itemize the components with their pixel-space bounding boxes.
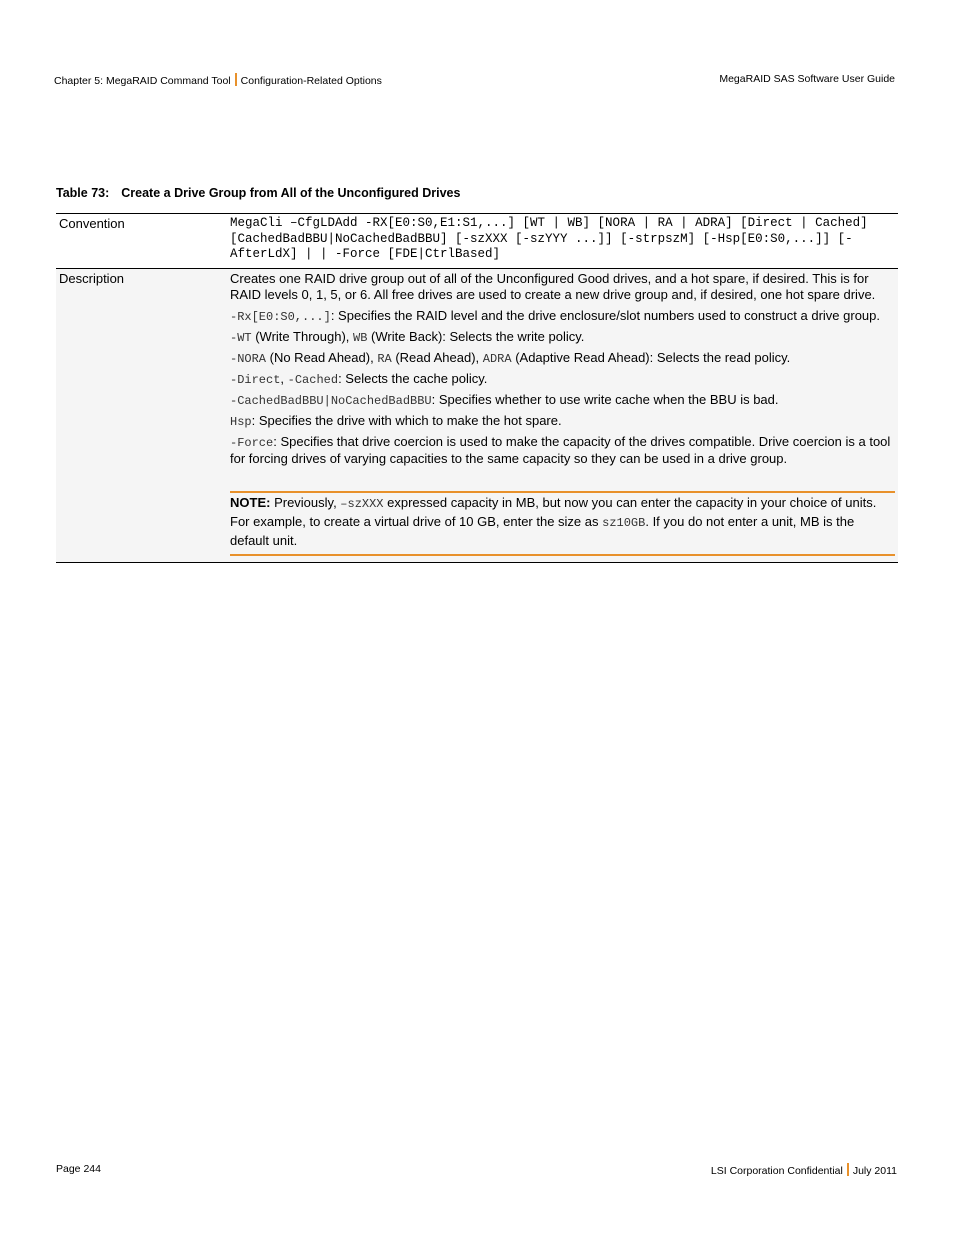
running-header-right: MegaRAID SAS Software User Guide (719, 73, 895, 85)
option-write-policy: -WT (Write Through), WB (Write Back): Selects the write policy. (230, 328, 585, 345)
option-read-policy: -NORA (No Read Ahead), RA (Read Ahead), ADRA (Adaptive Read Ahead): Selects the read policy. (230, 349, 791, 366)
option-cache-policy: -Direct, -Cached: Selects the cache policy. (230, 370, 488, 387)
header-section: Configuration-Related Options (240, 75, 382, 87)
table-row-description (56, 268, 898, 563)
option-rx: -Rx[E0:S0,...]: Specifies the RAID level and the drive enclosure/slot numbers used to construct a drive group. (230, 307, 881, 324)
note-label: NOTE: (230, 494, 271, 510)
description-intro: Creates one RAID drive group out of all of the Unconfigured Good drives, and a hot spare, if desired. This is for RAID levels 0, 1, 5, or 6. All free drives are used to create a new drive group and, if desired, one hot spare drive. (230, 270, 876, 302)
description-content (227, 269, 898, 562)
convention-syntax: MegaCli –CfgLDAdd -RX[E0:S0,E1:S1,...] [WT | WB] [NORA | RA | ADRA] [Direct | Cached] [CachedBadBBU|NoCachedBadBBU] [-szXXX [-szYYY ...]] [-strpszM] [-Hsp[E0:S0,...]] [-AfterLdX] | | -Force [FDE|CtrlBased] (230, 216, 868, 261)
footer-date: July 2011 (852, 1165, 897, 1177)
convention-label: Convention (59, 216, 125, 231)
option-table (56, 213, 898, 563)
running-header-left (54, 73, 382, 87)
footer-right (711, 1163, 897, 1177)
footer-page-number: Page 244 (56, 1163, 101, 1175)
header-separator (235, 73, 237, 86)
option-force: -Force: Specifies that drive coercion is used to make the capacity of the drives compatible. Drive coercion is a tool for forcing drives of varying capacities to the same capacity so they can be used in a drive group. (230, 433, 891, 466)
option-cached-bad-bbu: -CachedBadBBU|NoCachedBadBBU: Specifies whether to use write cache when the BBU is bad. (230, 391, 779, 408)
table-row-convention (56, 213, 898, 268)
description-label: Description (59, 270, 125, 286)
table-caption (56, 186, 460, 200)
table-number: Table 73: (56, 186, 110, 200)
option-hsp: Hsp: Specifies the drive with which to make the hot spare. (230, 412, 562, 429)
note-box: NOTE: Previously, –szXXX expressed capacity in MB, but now you can enter the capacity in your choice of units. For example, to create a virtual drive of 10 GB, enter the size as sz10GB. If you do not enter a unit, MB is the default unit. (230, 491, 895, 556)
header-chapter: Chapter 5: MegaRAID Command Tool (54, 75, 231, 87)
footer-separator (847, 1163, 849, 1176)
footer-confidential: LSI Corporation Confidential (710, 1165, 843, 1177)
table-title: Create a Drive Group from All of the Unconfigured Drives (121, 186, 461, 200)
